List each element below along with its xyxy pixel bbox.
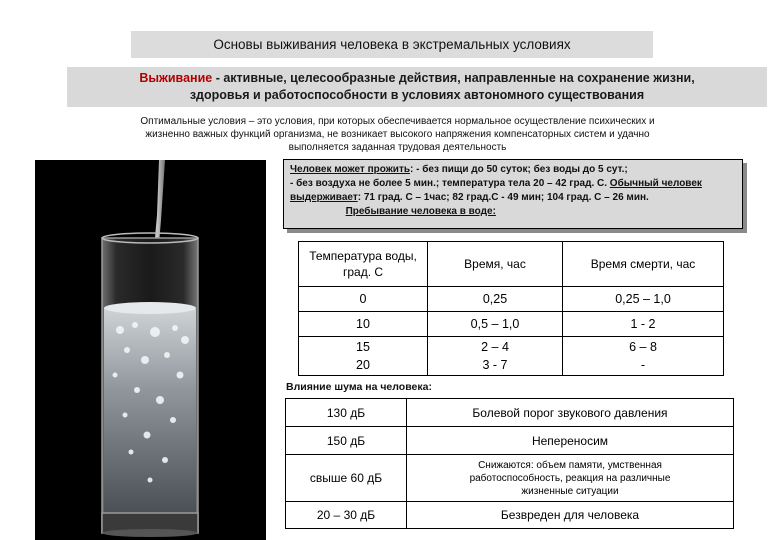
survival-limits-box	[283, 159, 743, 229]
table-header: Время смерти, час	[563, 242, 724, 287]
table-row	[299, 287, 724, 312]
definition-term: Выживание	[139, 71, 213, 85]
table-cell: 0,25	[428, 287, 563, 312]
definition-text-2: здоровья и работоспособности в условиях автономного существования	[189, 88, 645, 102]
noise-caption: Влияние шума на человека:	[286, 381, 432, 393]
table-header-row	[299, 242, 724, 287]
table-row	[286, 399, 734, 427]
survival-lead-3: Пребывание человека в воде:	[345, 206, 496, 217]
table-row	[286, 455, 734, 502]
table-cell: 6 – 8 -	[563, 337, 724, 376]
table-cell: 0,5 – 1,0	[428, 312, 563, 337]
definition-box	[67, 67, 767, 107]
noise-effect: Болевой порог звукового давления	[407, 399, 734, 427]
noise-effect: Безвреден для человека	[407, 502, 734, 529]
table-cell: 0,25 – 1,0	[563, 287, 724, 312]
optimal-line: Оптимальные условия – это условия, при которых обеспечивается нормальное осуществление психических и	[140, 116, 655, 127]
optimal-conditions-text	[40, 115, 755, 154]
survival-text-1: : - без пищи до 50 суток; без воды до 5 сут.;	[410, 164, 628, 175]
table-row	[286, 502, 734, 529]
table-cell: 2 – 4 3 - 7	[428, 337, 563, 376]
table-header: Время, час	[428, 242, 563, 287]
water-survival-table	[298, 241, 724, 376]
table-row	[299, 312, 724, 337]
optimal-line: жизненно важных функций организма, не возникает высокого напряжения компенсаторных систем и удачно	[145, 129, 650, 140]
table-cell: 1 - 2	[563, 312, 724, 337]
title-text: Основы выживания человека в экстремальных условиях	[213, 37, 571, 52]
table-cell: 15 20	[299, 337, 428, 376]
table-row	[286, 427, 734, 455]
water-glass-photo	[35, 160, 266, 540]
noise-effect: Непереносим	[407, 427, 734, 455]
noise-effect: Снижаются: объем памяти, умственная работоспособность, реакция на различные жизненные ситуации	[407, 455, 734, 502]
table-header: Температура воды, град. С	[299, 242, 428, 287]
table-cell: 0	[299, 287, 428, 312]
noise-level: 150 дБ	[286, 427, 407, 455]
table-cell: 10	[299, 312, 428, 337]
noise-level: свыше 60 дБ	[286, 455, 407, 502]
survival-text-2: - без воздуха не более 5 мин.; температура тела 20 – 42 град. С.	[290, 178, 610, 189]
noise-level: 130 дБ	[286, 399, 407, 427]
survival-lead: Человек может прожить	[290, 164, 410, 175]
table-row	[299, 337, 724, 376]
survival-text-3: : 71 град. С – 1час; 82 град.С - 49 мин; 104 град. С – 26 мин.	[357, 192, 649, 203]
noise-level: 20 – 30 дБ	[286, 502, 407, 529]
survival-lead-2: Обычный человек выдерживает	[290, 178, 702, 203]
optimal-line: выполняется заданная трудовая деятельность	[288, 142, 507, 153]
noise-effects-table	[285, 398, 734, 529]
definition-text-1: - активные, целесообразные действия, направленные на сохранение жизни,	[212, 71, 695, 85]
page-title	[131, 31, 653, 58]
water-glass-image	[35, 160, 266, 540]
